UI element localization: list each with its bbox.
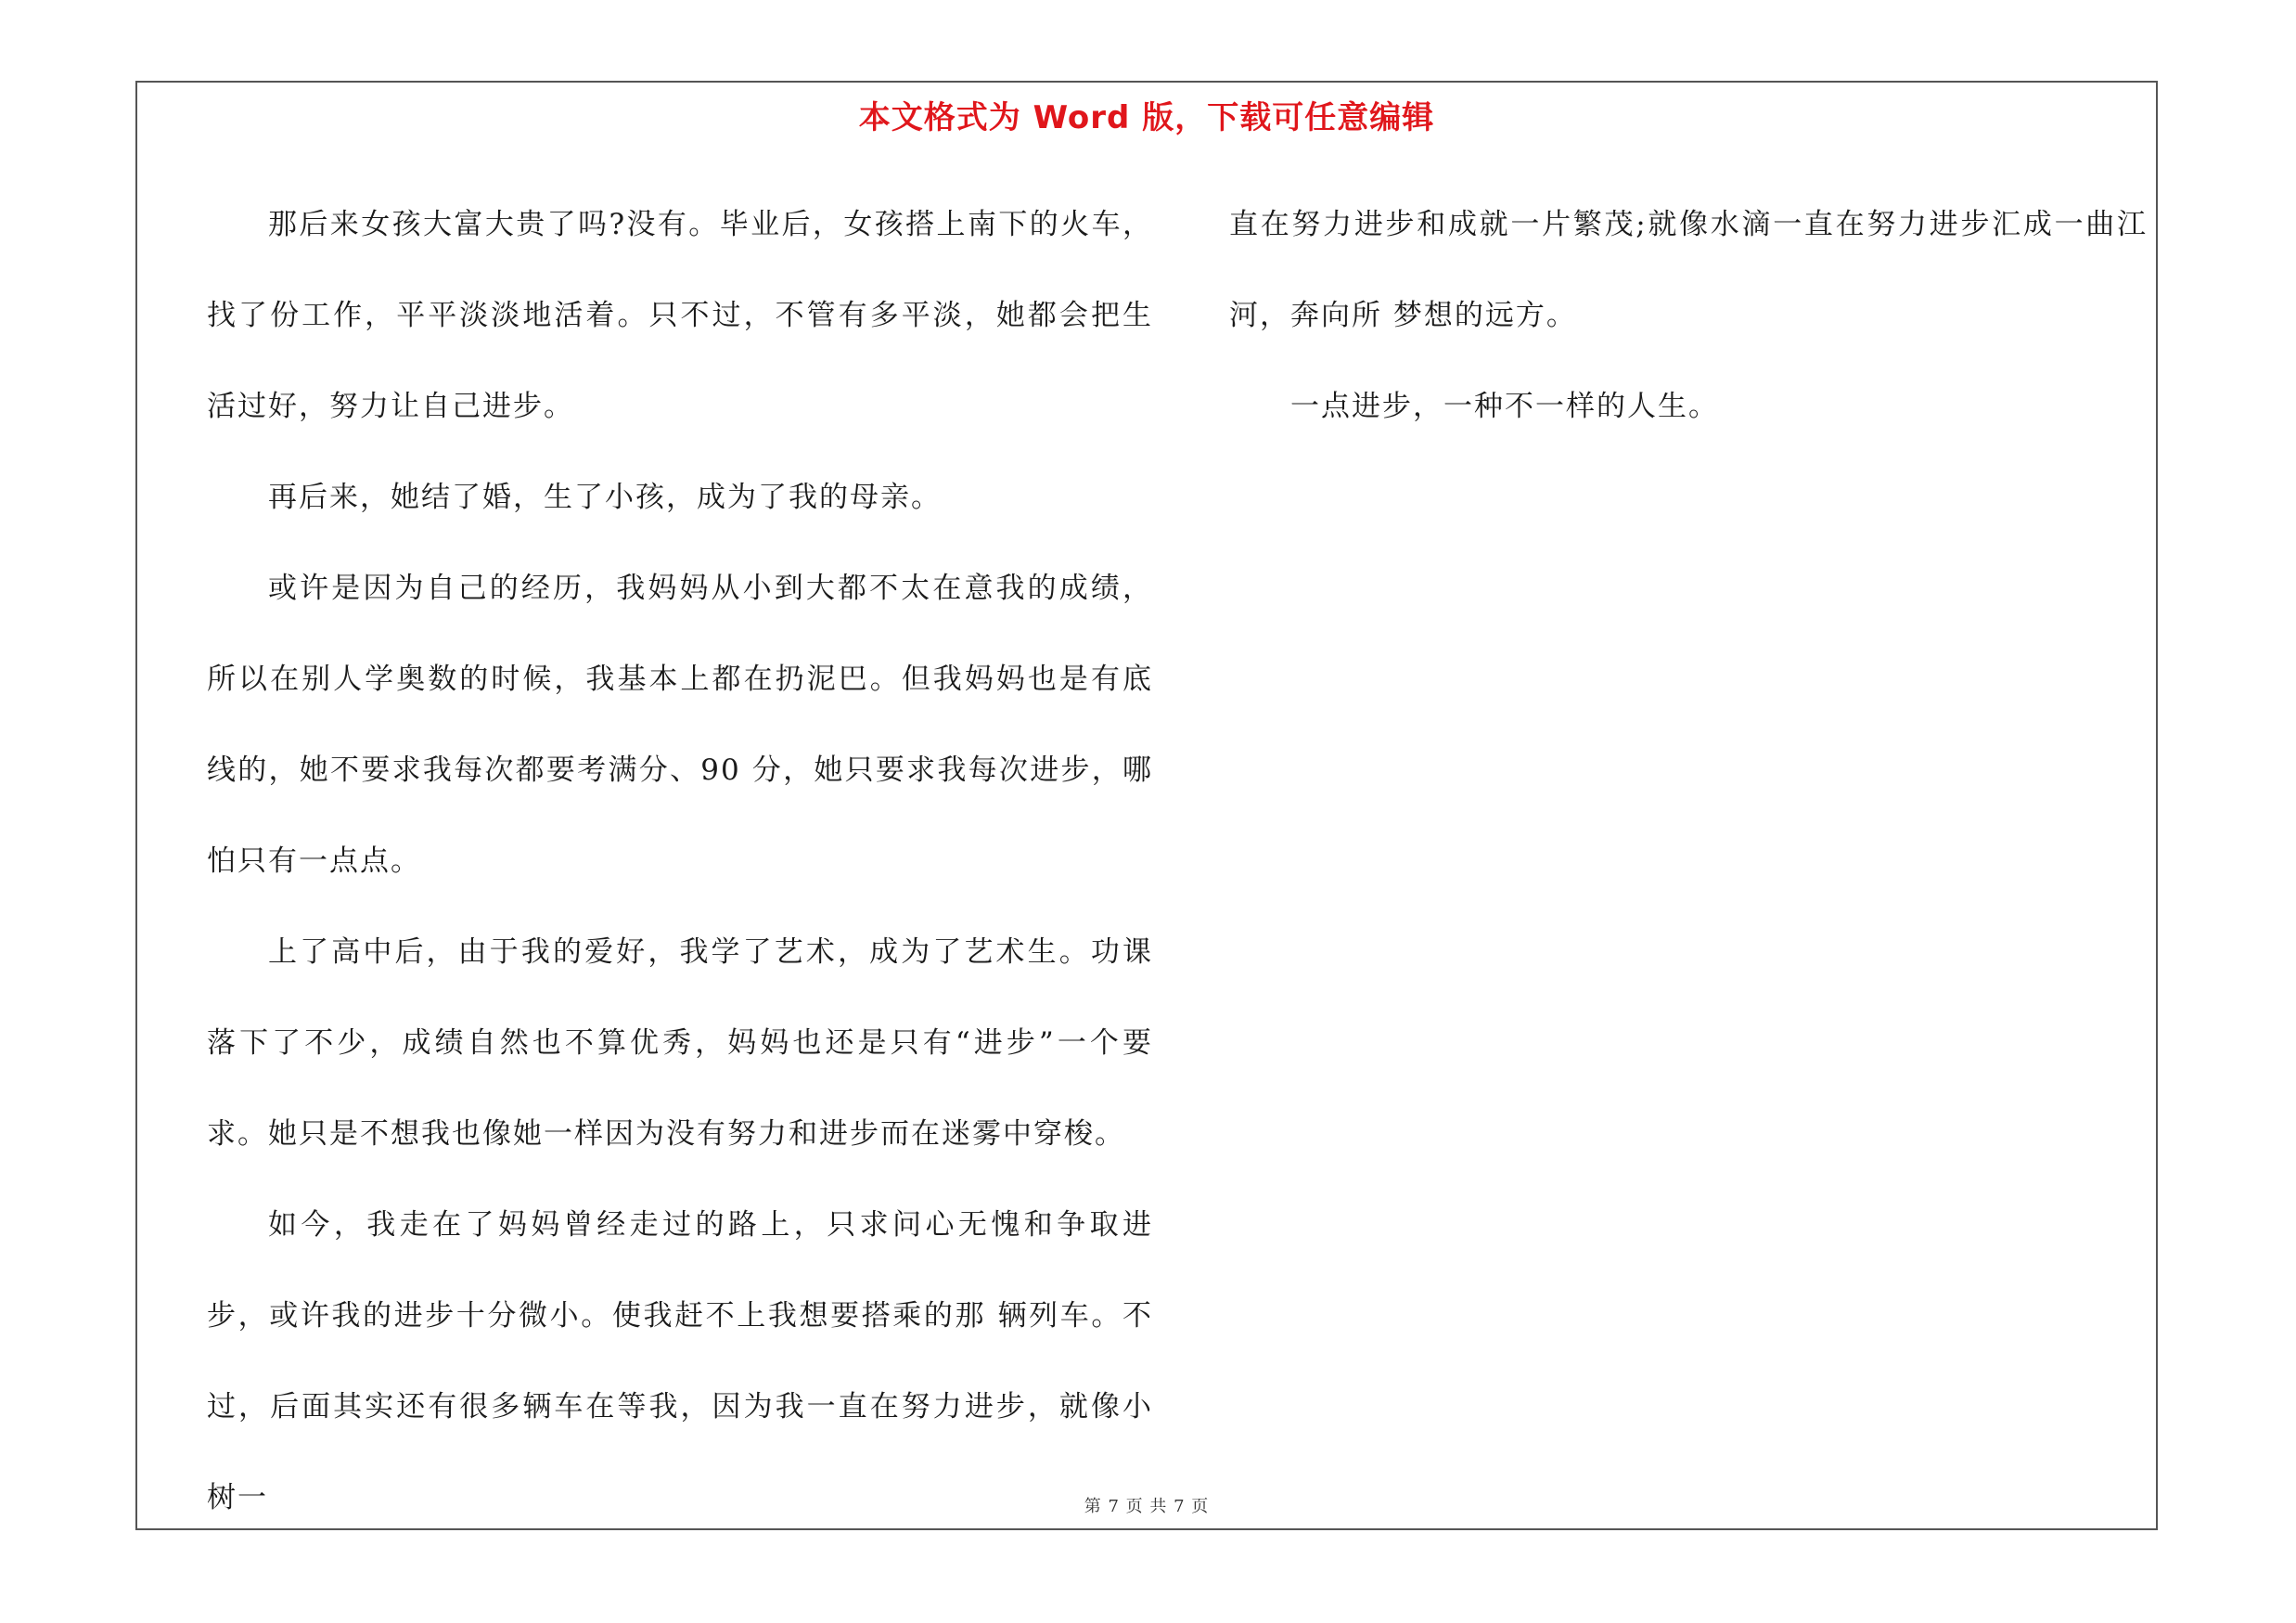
page-number-footer: 第 7 页 共 7 页 [1084, 1497, 1210, 1516]
paragraph: 那后来女孩大富大贵了吗?没有。毕业后，女孩搭上南下的火车，找了份工作，平平淡淡地活着。只不过，不管有多平淡，她都会把生活过好，努力让自己进步。 [207, 208, 1153, 423]
left-text-column [207, 179, 1153, 1543]
paragraph: 如今，我走在了妈妈曾经走过的路上，只求问心无愧和争取进步，或许我的进步十分微小。使我赶不上我想要搭乘的那 辆列车。不过，后面其实还有很多辆车在等我，因为我一直在努力进步，就像小树一 [207, 1208, 1153, 1514]
paragraph: 或许是因为自己的经历，我妈妈从小到大都不太在意我的成绩，所以在别人学奥数的时候，我基本上都在扔泥巴。但我妈妈也是有底线的，她不要求我每次都要考满分、90 分，她只要求我每次进步，哪怕只有一点点。 [207, 572, 1153, 878]
paragraph: 上了高中后，由于我的爱好，我学了艺术，成为了艺术生。功课落下了不少，成绩自然也不算优秀，妈妈也还是只有“进步”一个要求。她只是不想我也像她一样因为没有努力和进步而在迷雾中穿梭。 [207, 935, 1153, 1151]
paragraph: 再后来，她结了婚，生了小孩，成为了我的母亲。 [268, 481, 942, 514]
page-frame [135, 81, 2158, 1530]
word-format-banner: 本文格式为 Word 版，下载可任意编辑 [858, 99, 1435, 136]
paragraph: 一点进步，一种不一样的人生。 [1290, 390, 1719, 423]
paragraph-continued: 直在努力进步和成就一片繁茂;就像水滴一直在努力进步汇成一曲江河，奔向所 梦想的远方。 [1229, 208, 2148, 332]
right-text-column [1229, 179, 2148, 452]
